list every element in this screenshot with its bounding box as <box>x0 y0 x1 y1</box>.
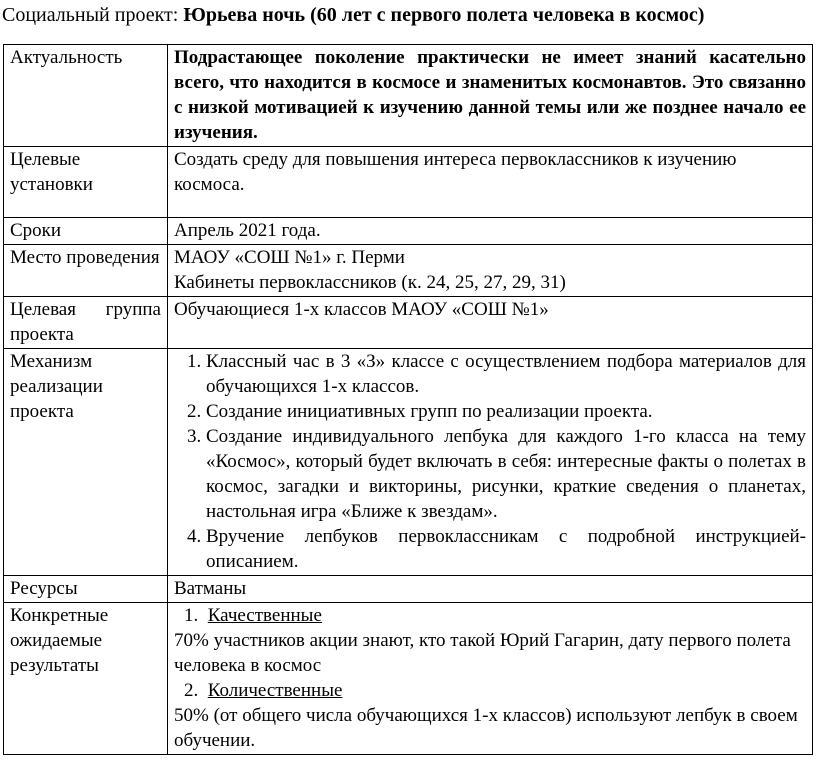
label-target-group: Целевая группа проекта <box>4 297 168 349</box>
quantitative-text: 50% (от общего числа обучающихся 1-х классов) используют лепбук в своем обучении. <box>174 705 798 751</box>
value-venue <box>168 245 813 297</box>
label-relevance: Актуальность <box>4 45 168 147</box>
row-target-group <box>4 297 813 349</box>
document-title <box>2 2 704 28</box>
label-venue: Место проведения <box>4 245 168 297</box>
mechanism-item: 4. Вручение лепбуков первоклассникам с подробной инструкцией-описанием. <box>206 524 806 574</box>
label-goals: Целевые установки <box>4 147 168 218</box>
project-name: Юрьева ночь (60 лет с первого полета человека в космос) <box>183 4 705 26</box>
row-timing <box>4 218 813 245</box>
value-target-group: Обучающиеся 1-х классов МАОУ «СОШ №1» <box>168 297 813 349</box>
quantitative-number: 2. <box>184 680 199 701</box>
row-relevance <box>4 45 813 147</box>
value-relevance: Подрастающее поколение практически не имеет знаний касательно всего, что находится в космосе и знаменитых космонавтов. Это связанно с низкой мотивацией к изучению данной темы или же позднее начало ее изучения. <box>168 45 813 147</box>
mechanism-item: 2. Создание инициативных групп по реализации проекта. <box>206 399 806 424</box>
label-mechanism: Механизм реализации проекта <box>4 349 168 576</box>
mechanism-item: 1. Классный час в 3 «З» классе с осуществлением подбора материалов для обучающихся 1-х классов. <box>206 349 806 399</box>
row-mechanism <box>4 349 813 576</box>
mechanism-list <box>174 349 806 574</box>
row-venue <box>4 245 813 297</box>
mechanism-item: 3. Создание индивидуального лепбука для каждого 1-го класса на тему «Космос», который будет включать в себя: интересные факты о полетах в космос, загадки и викторины, рисунки, краткие сведения о планетах, настольная игра «Ближе к звездам». <box>206 424 806 524</box>
value-resources: Ватманы <box>168 576 813 603</box>
value-mechanism <box>168 349 813 576</box>
qualitative-heading <box>174 603 806 628</box>
venue-rooms: Кабинеты первоклассников (к. 24, 25, 27, 29, 31) <box>174 272 566 293</box>
value-results <box>168 603 813 755</box>
value-goals: Создать среду для повышения интереса первоклассников к изучению космоса. <box>168 147 813 218</box>
project-table <box>3 44 813 755</box>
qualitative-text: 70% участников акции знают, кто такой Юрий Гагарин, дату первого полета человека в космос <box>174 630 791 676</box>
label-results: Конкретные ожидаемые результаты <box>4 603 168 755</box>
label-resources: Ресурсы <box>4 576 168 603</box>
venue-school: МАОУ «СОШ №1» г. Перми <box>174 247 405 268</box>
row-goals <box>4 147 813 218</box>
quantitative-heading <box>174 678 806 703</box>
qualitative-number: 1. <box>184 605 199 626</box>
row-results <box>4 603 813 755</box>
label-timing: Сроки <box>4 218 168 245</box>
row-resources <box>4 576 813 603</box>
title-prefix: Социальный проект: <box>2 4 184 26</box>
qualitative-label: Качественные <box>207 605 322 626</box>
quantitative-label: Количественные <box>207 680 343 701</box>
value-timing: Апрель 2021 года. <box>168 218 813 245</box>
